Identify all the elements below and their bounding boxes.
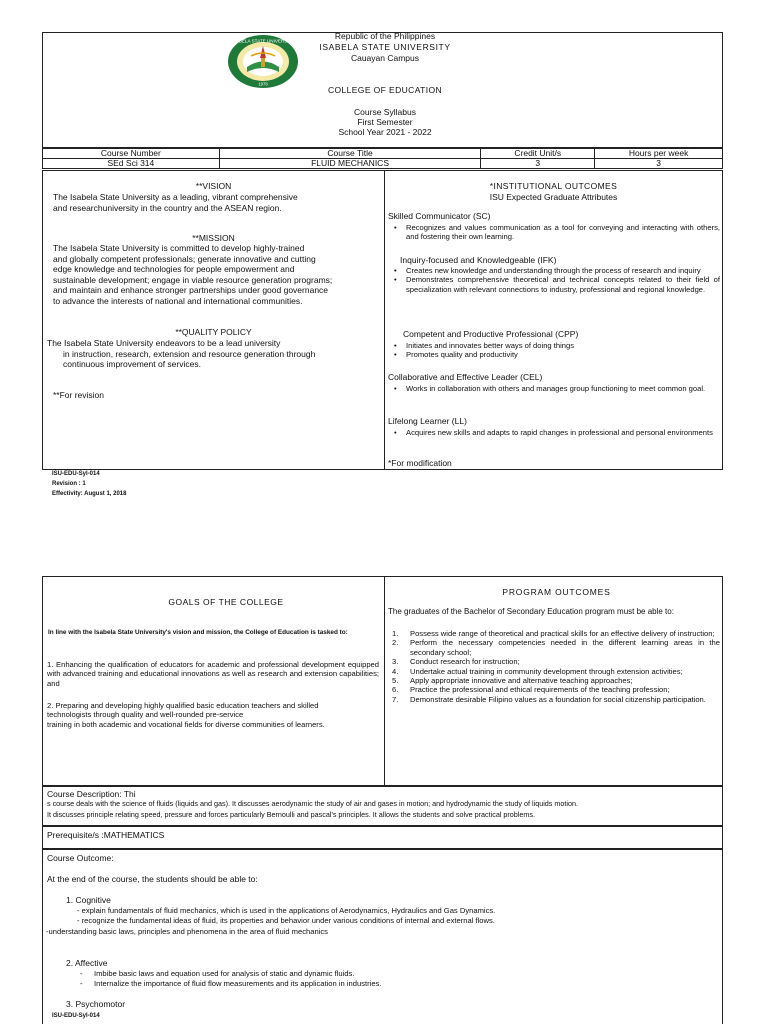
cognitive-item: - recognize the fundamental ideas of fluid, its properties and behavior under various conditions of internal and external flows. — [77, 916, 495, 926]
outcomes-subtitle: ISU Expected Graduate Attributes — [489, 192, 618, 202]
affective-list — [46, 969, 686, 989]
outcome-text: Demonstrate desirable Filipino values as a foundation for social citizenship participation. — [410, 694, 706, 704]
form-code: ISU-EDU-Syl-014 — [52, 471, 100, 477]
outcome-text: Perform the necessary competencies needed in the different learning areas in the secondary school; — [410, 638, 720, 657]
cel-title: Collaborative and Effective Leader (CEL) — [388, 372, 543, 382]
hours-week-header: Hours per week — [595, 149, 723, 159]
quality-policy-title: **QUALITY POLICY — [175, 327, 252, 337]
ll-title: Lifelong Learner (LL) — [388, 416, 467, 426]
vision-mission-box — [42, 170, 385, 470]
outcome-number: 6. — [392, 685, 399, 695]
sc-list — [380, 223, 720, 242]
college-name: COLLEGE OF EDUCATION — [327, 85, 443, 95]
outcome-number: 3. — [392, 657, 399, 667]
vision-line: The Isabela State University as a leading, vibrant comprehensive — [53, 192, 298, 202]
goal-2-line: technologists through quality and well-rounded pre-service — [47, 710, 244, 720]
cel-item: • Works in collaboration with others and manages group functioning to meet common goal. — [380, 384, 720, 393]
course-info-table — [42, 148, 723, 169]
course-outcome-label: Course Outcome: — [47, 853, 114, 863]
form-effectivity: Effectivity: August 1, 2018 — [52, 491, 127, 497]
ll-list — [380, 428, 720, 437]
school-year: School Year 2021 - 2022 — [338, 127, 432, 137]
ifk-title: Inquiry-focused and Knowledgeable (IFK) — [400, 255, 557, 265]
course-table-value-row — [43, 159, 723, 169]
cognitive-extra: -understanding basic laws, principles and phenomena in the area of fluid mechanics — [46, 927, 328, 936]
ifk-item: • Creates new knowledge and understanding through the process of research and inquiry — [380, 266, 720, 275]
vision-title: **VISION — [195, 181, 232, 191]
mission-line: edge knowledge and technologies for people empowerment and — [53, 264, 295, 274]
program-outcome-item — [378, 685, 720, 694]
goals-intro: In line with the Isabela State University's vision and mission, the College of Education is tasked to: — [48, 629, 348, 636]
form-revision: Revision : 1 — [52, 481, 86, 487]
program-outcomes-intro: The graduates of the Bachelor of Secondary Education program must be able to: — [388, 607, 674, 616]
cognitive-item: - explain fundamentals of fluid mechanics, which is used in the applications of Aerodynamics, Hydraulics and Gas Dynamics. — [77, 906, 496, 915]
quality-policy-text — [47, 338, 377, 370]
mission-title: **MISSION — [192, 233, 235, 243]
doc-title: Course Syllabus — [354, 107, 416, 117]
university-name: ISABELA STATE UNIVERSITY — [319, 42, 451, 52]
quality-line: continuous improvement of services. — [63, 359, 201, 369]
program-outcome-item — [378, 695, 720, 704]
psychomotor-title: 3. Psychomotor — [66, 999, 126, 1009]
cpp-title: Competent and Productive Professional (CPP) — [403, 329, 579, 339]
revision-note: **For revision — [53, 390, 105, 400]
campus-name: Cauayan Campus — [350, 53, 420, 63]
hours-week-value: 3 — [595, 159, 723, 169]
program-outcomes-title: PROGRAM OUTCOMES — [502, 587, 611, 597]
credit-units-header: Credit Unit/s — [481, 149, 595, 159]
program-outcome-item — [378, 667, 720, 676]
credit-units-value: 3 — [481, 159, 595, 169]
outcome-text: Practice the professional and ethical requirements of the teaching profession; — [410, 685, 670, 695]
description-line: s course deals with the science of fluids (liquids and gas). It discusses aerodynamic the study of air and gases in motion; and hydrodynamic the study of liquids motion. — [47, 799, 578, 808]
mission-line: The Isabela State University is committed to develop highly-trained — [53, 243, 305, 253]
outcome-text: Apply appropriate innovative and alternative teaching approaches; — [410, 676, 633, 686]
course-description-text — [47, 799, 721, 820]
cpp-list — [380, 341, 720, 360]
program-outcome-item — [378, 638, 720, 657]
affective-title: 2. Affective — [66, 958, 108, 968]
outcome-number: 4. — [392, 666, 399, 676]
goal-2-line: 2. Preparing and developing highly qualified basic education teachers and skilled — [47, 701, 319, 710]
page2-form-code: ISU-EDU-Syl-014 — [52, 1013, 100, 1019]
vision-line: and researchuniversity in the country and the ASEAN region. — [53, 202, 282, 213]
course-title-value: FLUID MECHANICS — [219, 159, 481, 169]
course-number-value: SEd Sci 314 — [43, 159, 220, 169]
outcome-number: 5. — [392, 676, 399, 686]
mission-text — [53, 243, 381, 306]
seal-year: 1978 — [258, 81, 268, 87]
mission-line: and maintain and enhance stronger partnerships under good governance — [53, 285, 329, 295]
goals-title: GOALS OF THE COLLEGE — [168, 597, 284, 607]
course-outcome-intro: At the end of the course, the students should be able to: — [47, 874, 258, 884]
cpp-item: • Initiates and innovates better ways of doing things — [380, 341, 720, 350]
vision-text — [53, 192, 378, 213]
mission-line: to advance the interests of national and international communities. — [53, 295, 303, 306]
mission-line: and globally competent professionals; generate innovative and cutting — [53, 253, 316, 264]
sc-item: • Recognizes and values communication as a tool for conveying and interacting with others, and fostering their own learning. — [380, 223, 720, 242]
ifk-item: • Demonstrates comprehensive theoretical and technical concepts related to their field of specialization with relevant connections to industry, professional and regional knowledge. — [380, 275, 720, 294]
course-description-label: Course Description: Thi — [47, 789, 136, 799]
outcome-text: Undertake actual training in community development through extension activities; — [410, 666, 683, 676]
cel-list — [380, 384, 720, 393]
outcome-number: 7. — [392, 694, 399, 704]
description-line: It discusses principle relating speed, pressure and forces particularly Bernoulli and pascal's principles. It allows the students and solve practical problems. — [47, 810, 535, 820]
cpp-item: • Promotes quality and productivity — [380, 350, 720, 359]
ll-item: • Acquires new skills and adapts to rapid changes in professional and personal environments — [380, 428, 720, 437]
course-table-header-row — [43, 149, 723, 159]
affective-item: - Imbibe basic laws and equation used for analysis of static and dynamic fluids. — [46, 969, 686, 978]
outcome-text: Possess wide range of theoretical and practical skills for an effective delivery of instruction; — [410, 629, 715, 638]
semester: First Semester — [357, 117, 413, 127]
goal-1: 1. Enhancing the qualification of educators for academic and professional development equipped with advanced training and educational innovations as well as research and extension capabilities; and — [47, 660, 379, 688]
prerequisite-text: Prerequisite/s :MATHEMATICS — [47, 830, 165, 840]
sc-title: Skilled Communicator (SC) — [388, 211, 491, 221]
goal-2-tail: training in both academic and vocational fields for diverse communities of learners. — [47, 719, 325, 729]
course-number-header: Course Number — [43, 149, 220, 159]
program-outcome-item — [378, 629, 720, 638]
quality-line: The Isabela State University endeavors to be a lead university — [47, 338, 281, 348]
course-title-header: Course Title — [219, 149, 481, 159]
outcome-number: 2. — [392, 638, 399, 648]
program-outcomes-list — [378, 629, 720, 704]
cognitive-items — [77, 906, 717, 926]
outcome-number: 1. — [392, 629, 399, 638]
ifk-list — [380, 266, 720, 294]
goal-2 — [47, 701, 379, 729]
outcome-text: Conduct research for instruction; — [410, 657, 520, 667]
program-outcome-item — [378, 676, 720, 685]
republic-line: Republic of the Philippines — [334, 31, 436, 41]
mission-line: sustainable development; engage in viable resource generation programs; — [53, 274, 333, 285]
modification-note: *For modification — [388, 458, 452, 468]
seal-text: ISABELA STATE UNIVERSITY — [231, 38, 295, 44]
affective-item: - Internalize the importance of fluid flow measurements and its application in industries. — [46, 979, 686, 988]
outcomes-title: *INSTITUTIONAL OUTCOMES — [489, 181, 618, 191]
cognitive-title: 1. Cognitive — [66, 895, 111, 905]
program-outcome-item — [378, 657, 720, 666]
quality-line: in instruction, research, extension and resource generation through — [63, 348, 316, 359]
